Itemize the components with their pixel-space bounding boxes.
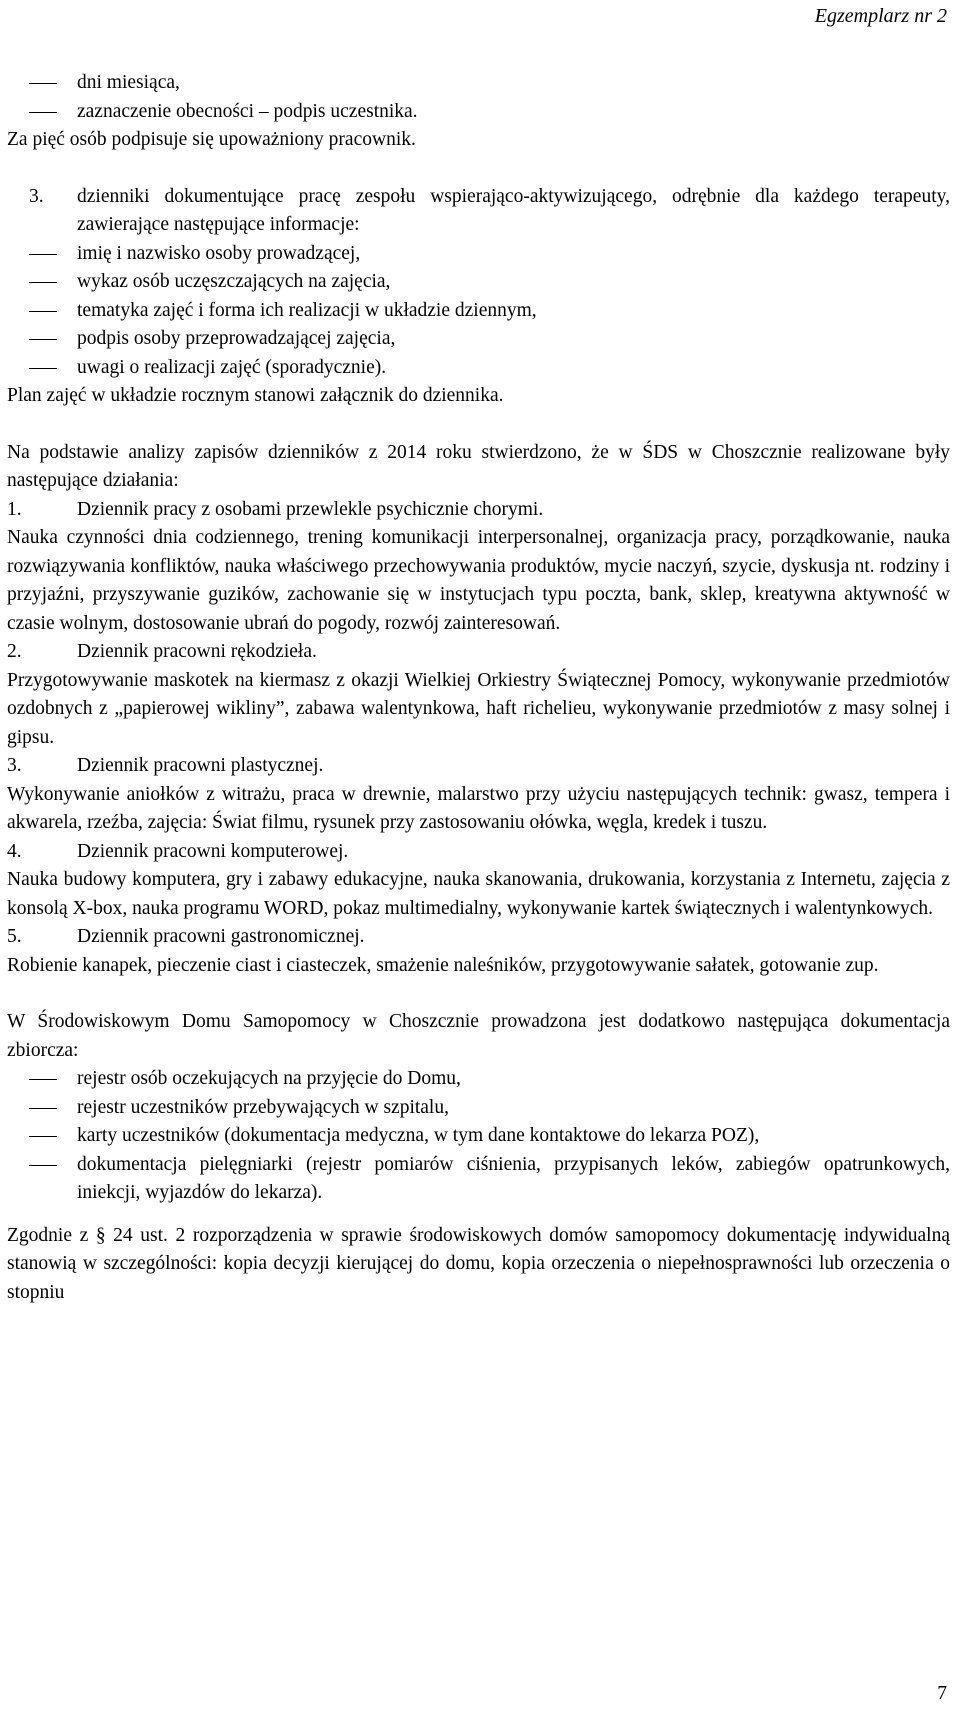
page-content [7, 69, 950, 1307]
activity-number: 3. [7, 755, 22, 776]
list-item: zaznaczenie obecności – podpis uczestnika. [7, 98, 950, 127]
activity-number: 2. [7, 641, 22, 662]
analysis-intro: Na podstawie analizy zapisów dzienników z 2014 roku stwierdzono, że w ŚDS w Choszcznie realizowane były następujące działania: [7, 441, 950, 491]
activity-text: Robienie kanapek, pieczenie ciast i ciasteczek, smażenie naleśników, przygotowywanie sałatek, gotowanie zup. [7, 954, 879, 976]
activity-number: 1. [7, 498, 22, 520]
list-number: 3. [29, 185, 44, 207]
list-item: wykaz osób uczęszczających na zajęcia, [7, 268, 950, 297]
list-item-text: dzienniki dokumentujące pracę zespołu wspierająco-aktywizującego, odrębnie dla każdego terapeuty, zawierające następujące informacje: [77, 185, 950, 235]
activity-title [7, 638, 950, 667]
page-number: 7 [937, 1683, 947, 1704]
activity-title-text: Dziennik pracowni gastronomicznej. [77, 926, 365, 947]
list-item: rejestr uczestników przebywających w szpitalu, [7, 1094, 950, 1123]
top-note: Za pięć osób podpisuje się upoważniony pracownik. [7, 129, 416, 150]
collective-dash-list [7, 1065, 950, 1208]
activity-text: Przygotowywanie maskotek na kiermasz z okazji Wielkiej Orkiestry Świątecznej Pomocy, wykonywanie przedmiotów ozdobnych z „papierowej wikliny”, zabawa walentynkowa, haft richelieu, wykonywanie przedmiotów z masy solnej i gipsu. [7, 669, 950, 748]
activity-title [7, 838, 950, 867]
activity-title-text: Dziennik pracowni rękodzieła. [77, 641, 317, 662]
document-header: Egzemplarz nr 2 [814, 5, 947, 27]
item3-dash-list [7, 240, 950, 383]
activity-text: Nauka czynności dnia codziennego, trening komunikacji interpersonalnej, organizacja pracy, porządkowanie, nauka rozwiązywania konfliktów, nauka właściwego przechowywania produktów, mycie naczyń, szycie, dyskusja nt. rodziny i przyjaźni, przyszywanie guzików, zachowanie się w instytucjach typu poczta, bank, sklep, kreatywna aktywność w czasie wolnym, dostosowanie ubrań do pogody, rozwój zainteresowań. [7, 527, 950, 634]
activity-title [7, 752, 950, 781]
activity-number: 5. [7, 926, 22, 947]
list-item: dni miesiąca, [7, 69, 950, 98]
list-item: uwagi o realizacji zajęć (sporadycznie). [7, 354, 950, 383]
list-item: imię i nazwisko osoby prowadzącej, [7, 240, 950, 269]
activity-title [7, 496, 950, 525]
list-item: podpis osoby przeprowadzającej zajęcia, [7, 325, 950, 354]
list-item-3 [7, 183, 950, 240]
list-item: rejestr osób oczekujących na przyjęcie do Domu, [7, 1065, 950, 1094]
item3-note: Plan zajęć w układzie rocznym stanowi załącznik do dziennika. [7, 385, 504, 406]
list-item: tematyka zajęć i forma ich realizacji w układzie dziennym, [7, 297, 950, 326]
list-item: karty uczestników (dokumentacja medyczna, w tym dane kontaktowe do lekarza POZ), [7, 1122, 950, 1151]
activity-title-text: Dziennik pracowni komputerowej. [77, 840, 349, 862]
top-dash-list [7, 69, 950, 126]
activity-text: Wykonywanie aniołków z witrażu, praca w drewnie, malarstwo przy użyciu następujących technik: gwasz, tempera i akwarela, rzeźba, zajęcia: Świat filmu, rysunek przy zastosowaniu ołówka, węgla, kredek i tuszu. [7, 783, 950, 833]
activity-title [7, 923, 950, 952]
list-item: dokumentacja pielęgniarki (rejestr pomiarów ciśnienia, przypisanych leków, zabiegów opatrunkowych, iniekcji, wyjazdów do lekarza). [7, 1151, 950, 1208]
activity-text: Nauka budowy komputera, gry i zabawy edukacyjne, nauka skanowania, drukowania, korzystania z Internetu, zajęcia z konsolą X-box, nauka programu WORD, pokaz multimedialny, wykonywanie kartek świątecznych i walentynkowych. [7, 869, 950, 919]
activity-title-text: Dziennik pracowni plastycznej. [77, 755, 324, 776]
activity-number: 4. [7, 840, 22, 862]
activity-title-text: Dziennik pracy z osobami przewlekle psychicznie chorymi. [77, 498, 544, 520]
collective-intro: W Środowiskowym Domu Samopomocy w Choszcznie prowadzona jest dodatkowo następująca dokumentacja zbiorcza: [7, 1011, 950, 1061]
final-paragraph: Zgodnie z § 24 ust. 2 rozporządzenia w sprawie środowiskowych domów samopomocy dokumentację indywidualną stanowią w szczególności: kopia decyzji kierującej do domu, kopia orzeczenia o niepełnosprawności lub orzeczenia o stopniu [7, 1224, 950, 1303]
